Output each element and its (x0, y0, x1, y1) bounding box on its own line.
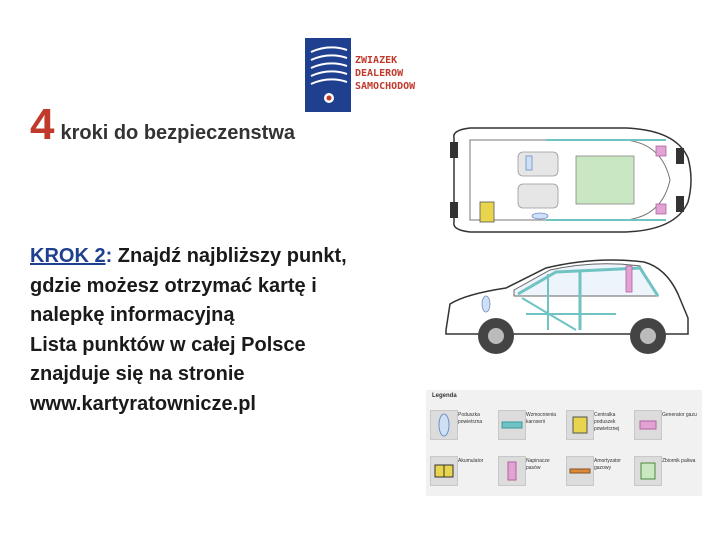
logo-line: DEALEROW (355, 68, 404, 79)
logo-wordmark (355, 54, 423, 93)
legend-label: Generator gazu (662, 412, 697, 418)
step-line-4: Lista punktów w całej Polsce (30, 333, 306, 356)
fuel-tank-icon (634, 456, 662, 486)
step-line-1 (30, 242, 430, 272)
legend-label: Akumulator (458, 458, 484, 464)
legend-item (564, 402, 630, 448)
step-line-2: gdzie możesz otrzymać kartę i (30, 274, 317, 297)
reinforcement-icon (498, 410, 526, 440)
legend-label: Amortyzator gazowy (594, 458, 621, 471)
step-description (30, 242, 430, 419)
gas-generator-icon (634, 410, 662, 440)
legend-item (632, 448, 698, 494)
legend-label: Poduszka powietrzna (458, 412, 483, 425)
legend-item (564, 448, 630, 494)
car-top-view (450, 128, 691, 232)
legend-item (428, 402, 494, 448)
title-number: 4 (30, 100, 55, 149)
legend-label: Napinacze pasów (526, 458, 550, 471)
title-text: kroki do bezpieczenstwa (60, 122, 295, 144)
legend-label: Centralka poduszek powietrznej (594, 412, 620, 432)
belt-tensioner-icon (498, 456, 526, 486)
legend-title: Legenda (432, 393, 457, 399)
legend-label: Zbiornik paliwa (662, 458, 696, 464)
logo-mark (305, 38, 351, 112)
step-line-5: znajduje się na stronie (30, 363, 245, 385)
logo-line: ZWIAZEK (355, 55, 398, 66)
legend-item (428, 448, 494, 494)
logo-line: SAMOCHODOW (355, 81, 416, 92)
legend-item (496, 402, 562, 448)
legend-item (632, 402, 698, 448)
step-line-6: www.kartyratownicze.pl (30, 392, 256, 415)
step-line-3: nalepkę informacyjną (30, 304, 235, 326)
legend-panel (426, 390, 702, 496)
airbag-control-unit-icon (566, 410, 594, 440)
car-side-view (446, 260, 688, 354)
step-line-1-text: Znajdź najbliższy punkt, (112, 245, 347, 267)
zds-logo (305, 38, 421, 112)
legend-item (496, 448, 562, 494)
legend-label: Wzmocnienia karoserii (526, 412, 557, 425)
step-label-link[interactable]: KROK 2 (30, 245, 106, 267)
slide-title (30, 100, 295, 150)
battery-icon (430, 456, 458, 486)
step-colon: : (105, 245, 113, 267)
airbag-icon (430, 410, 458, 440)
gas-strut-icon (566, 456, 594, 486)
